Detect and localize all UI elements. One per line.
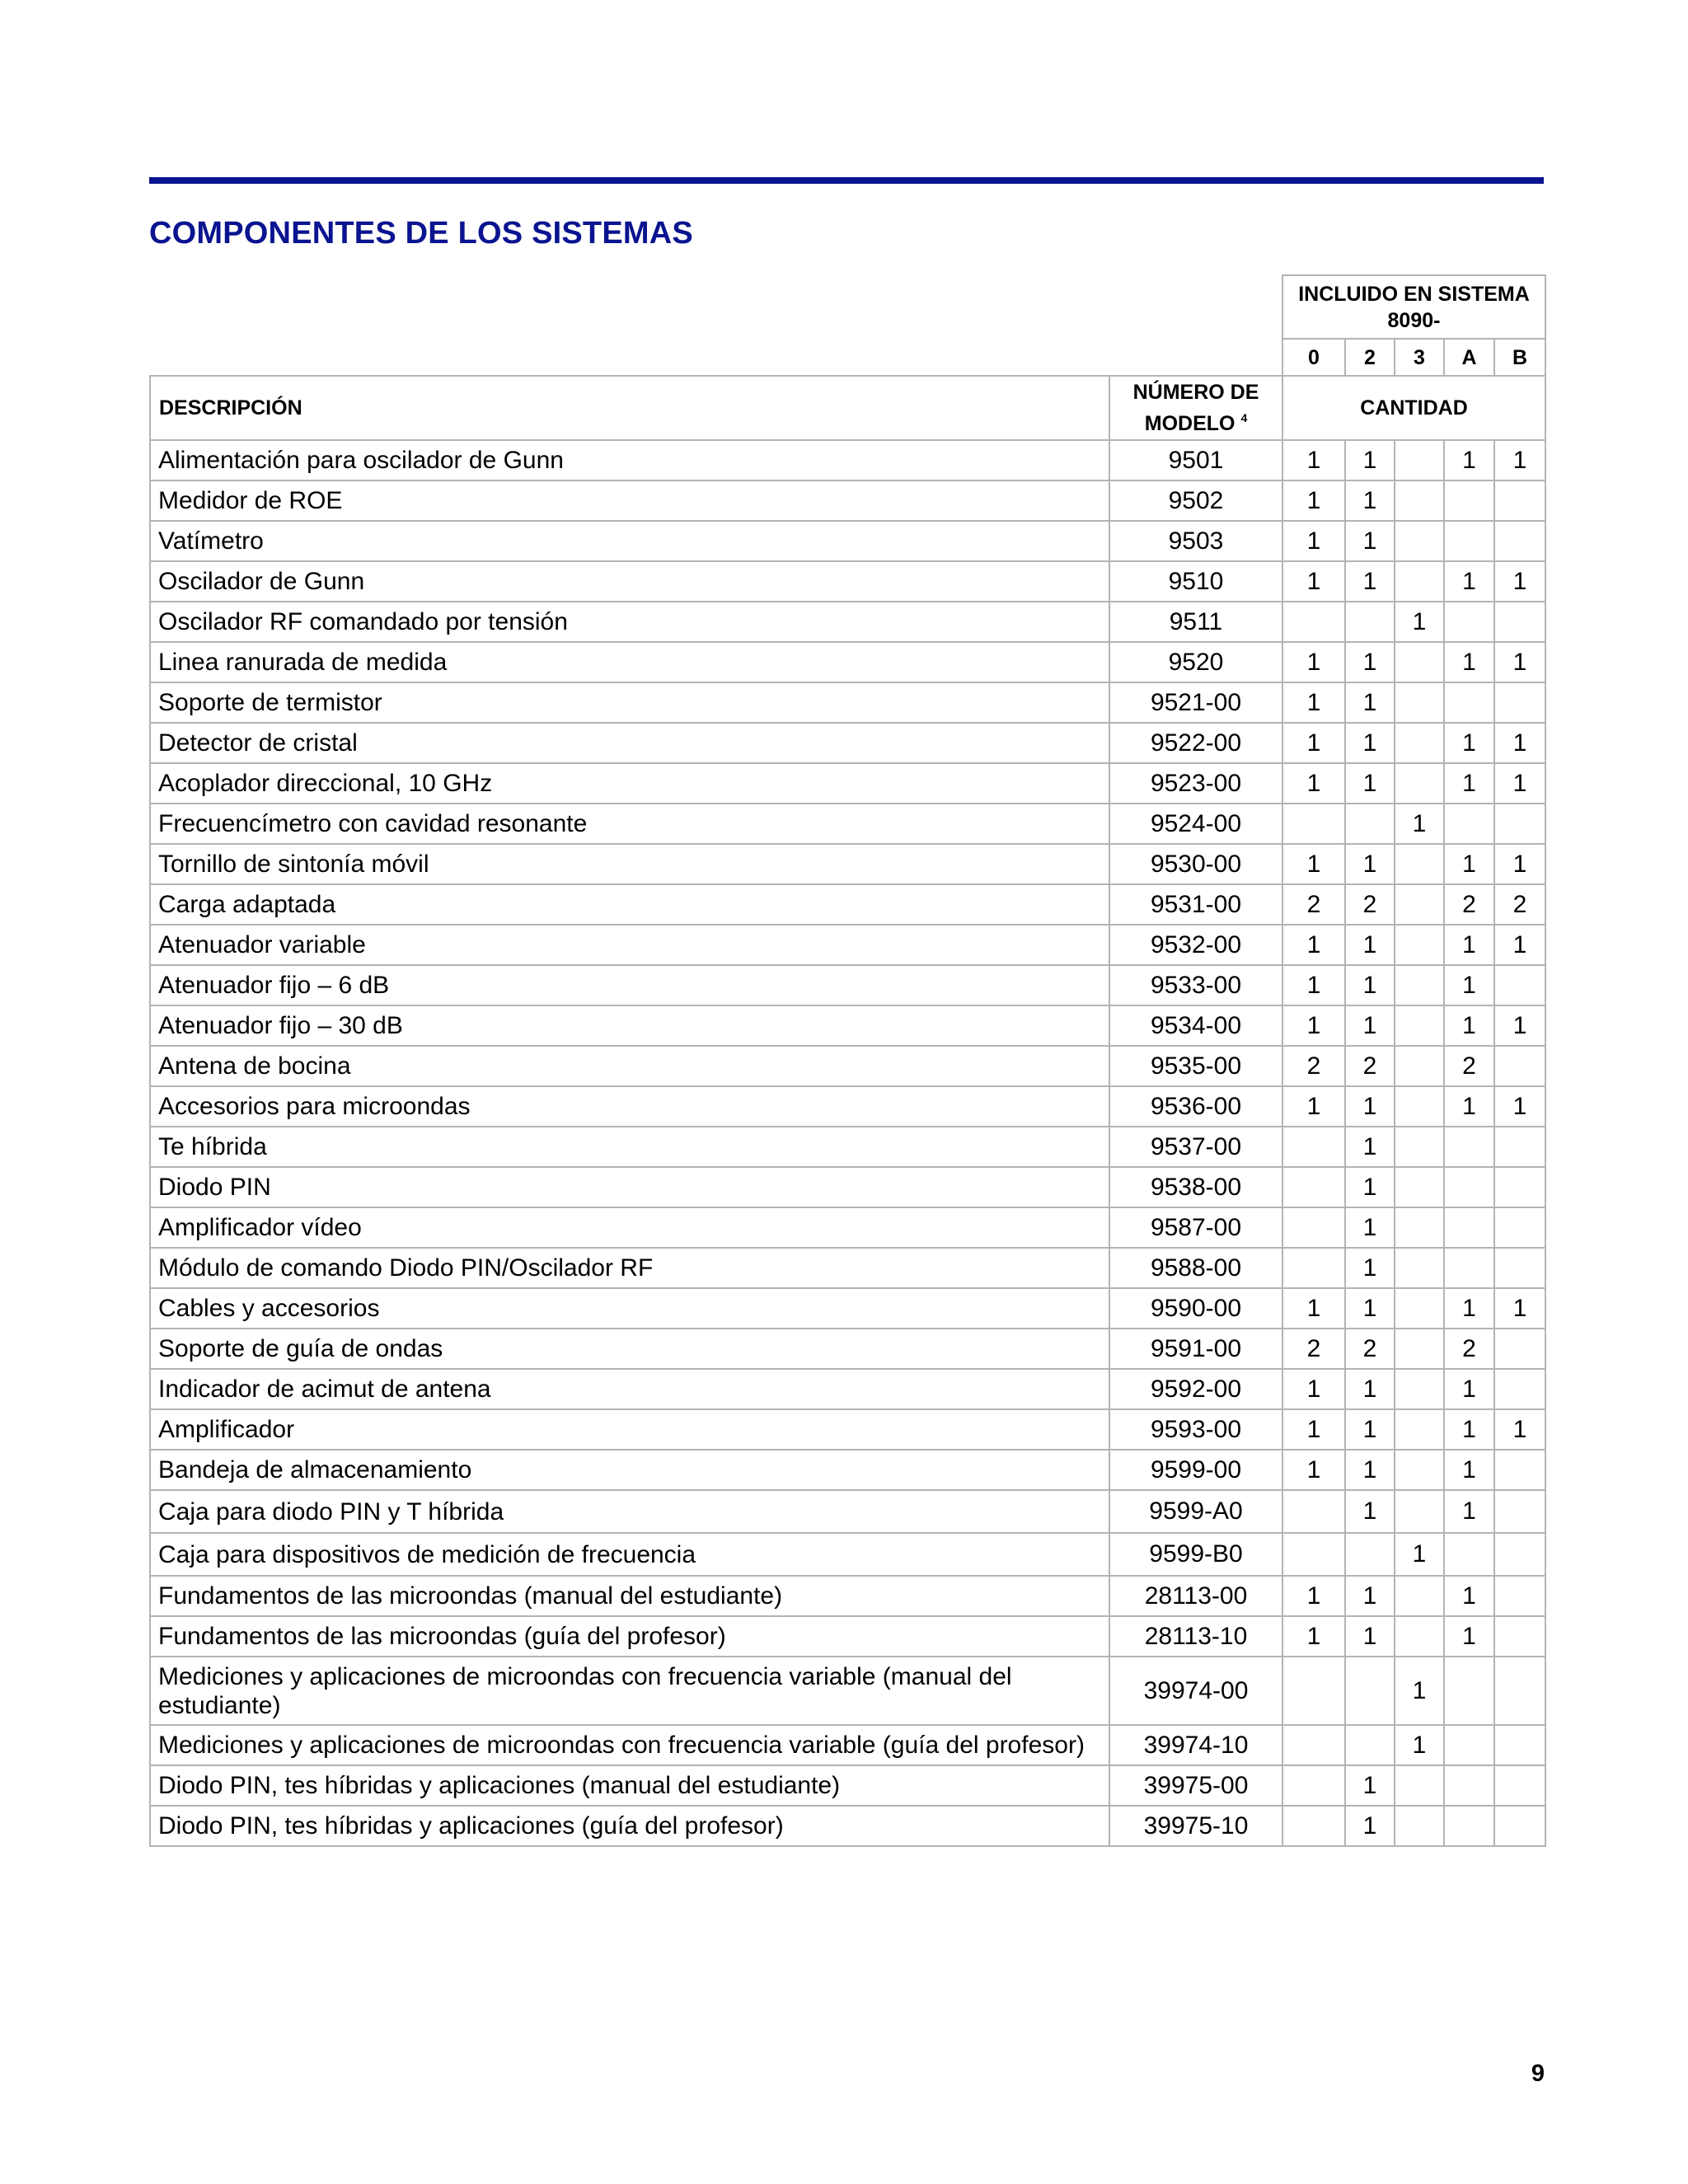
row-description: Carga adaptada <box>150 884 1109 925</box>
row-model-number: 39974-00 <box>1109 1657 1282 1725</box>
quantity-cell-3 <box>1395 1288 1444 1329</box>
table-row <box>150 804 1545 844</box>
quantity-cell-a <box>1444 1765 1494 1806</box>
row-model-number: 9599-A0 <box>1109 1490 1282 1533</box>
row-model-number: 9501 <box>1109 440 1282 480</box>
quantity-cell-2: 1 <box>1345 1806 1395 1846</box>
quantity-cell-3 <box>1395 925 1444 965</box>
quantity-cell-2: 1 <box>1345 642 1395 682</box>
quantity-cell-2: 1 <box>1345 1450 1395 1490</box>
table-row <box>150 844 1545 884</box>
quantity-cell-2: 1 <box>1345 1207 1395 1248</box>
quantity-cell-2: 1 <box>1345 1288 1395 1329</box>
table-row <box>150 602 1545 642</box>
quantity-cell-3 <box>1395 1806 1444 1846</box>
table-row <box>150 1657 1545 1725</box>
row-description: Bandeja de almacenamiento <box>150 1450 1109 1490</box>
quantity-cell-0: 1 <box>1282 561 1345 602</box>
table-row <box>150 1533 1545 1576</box>
table-row <box>150 925 1545 965</box>
quantity-cell-0 <box>1282 1657 1345 1725</box>
quantity-cell-3: 1 <box>1395 1657 1444 1725</box>
row-model-number: 9592-00 <box>1109 1369 1282 1409</box>
row-description: Soporte de termistor <box>150 682 1109 723</box>
quantity-cell-3 <box>1395 1127 1444 1167</box>
quantity-cell-2: 1 <box>1345 1005 1395 1046</box>
table-row <box>150 642 1545 682</box>
quantity-cell-0 <box>1282 1765 1345 1806</box>
row-description: Atenuador fijo – 6 dB <box>150 965 1109 1005</box>
quantity-cell-2 <box>1345 1657 1395 1725</box>
row-description: Diodo PIN, tes híbridas y aplicaciones (guía del profesor) <box>150 1806 1109 1846</box>
quantity-cell-a <box>1444 1657 1494 1725</box>
quantity-cell-0: 1 <box>1282 642 1345 682</box>
quantity-cell-b <box>1494 1450 1545 1490</box>
quantity-cell-a: 1 <box>1444 723 1494 763</box>
quantity-cell-2: 1 <box>1345 1576 1395 1616</box>
row-model-number: 9590-00 <box>1109 1288 1282 1329</box>
row-model-number: 9593-00 <box>1109 1409 1282 1450</box>
quantity-cell-2: 1 <box>1345 561 1395 602</box>
quantity-cell-b: 1 <box>1494 925 1545 965</box>
table-row <box>150 1046 1545 1086</box>
quantity-cell-a: 2 <box>1444 1046 1494 1086</box>
quantity-cell-3 <box>1395 1046 1444 1086</box>
row-model-number: 9537-00 <box>1109 1127 1282 1167</box>
table-row <box>150 480 1545 521</box>
row-model-number: 9503 <box>1109 521 1282 561</box>
quantity-cell-2: 1 <box>1345 1086 1395 1127</box>
row-description: Mediciones y aplicaciones de microondas con frecuencia variable (manual del estudiante) <box>150 1657 1109 1725</box>
quantity-cell-a: 1 <box>1444 1005 1494 1046</box>
row-model-number: 9536-00 <box>1109 1086 1282 1127</box>
row-model-number: 9599-B0 <box>1109 1533 1282 1576</box>
quantity-cell-a <box>1444 1127 1494 1167</box>
quantity-cell-a <box>1444 804 1494 844</box>
quantity-cell-b <box>1494 1207 1545 1248</box>
table-row <box>150 1806 1545 1846</box>
row-description: Mediciones y aplicaciones de microondas con frecuencia variable (guía del profesor) <box>150 1725 1109 1765</box>
row-description: Atenuador variable <box>150 925 1109 965</box>
row-model-number: 9587-00 <box>1109 1207 1282 1248</box>
row-description: Módulo de comando Diodo PIN/Oscilador RF <box>150 1248 1109 1288</box>
quantity-cell-3 <box>1395 1616 1444 1657</box>
table-row <box>150 440 1545 480</box>
row-description: Fundamentos de las microondas (manual del estudiante) <box>150 1576 1109 1616</box>
quantity-cell-3 <box>1395 682 1444 723</box>
model-header-footnote: 4 <box>1240 410 1248 424</box>
table-row <box>150 682 1545 723</box>
table-row <box>150 1576 1545 1616</box>
quantity-cell-b: 2 <box>1494 884 1545 925</box>
row-description: Diodo PIN, tes híbridas y aplicaciones (manual del estudiante) <box>150 1765 1109 1806</box>
row-description: Linea ranurada de medida <box>150 642 1109 682</box>
quantity-cell-0: 1 <box>1282 1576 1345 1616</box>
model-header-line1: NÚMERO DE <box>1132 380 1259 404</box>
quantity-cell-0: 1 <box>1282 1369 1345 1409</box>
quantity-cell-b <box>1494 1167 1545 1207</box>
row-description: Amplificador <box>150 1409 1109 1450</box>
table-row <box>150 1369 1545 1409</box>
quantity-cell-3 <box>1395 965 1444 1005</box>
quantity-cell-3 <box>1395 844 1444 884</box>
quantity-cell-a: 2 <box>1444 884 1494 925</box>
quantity-cell-b: 1 <box>1494 561 1545 602</box>
quantity-cell-0 <box>1282 1207 1345 1248</box>
quantity-cell-b <box>1494 521 1545 561</box>
row-model-number: 9538-00 <box>1109 1167 1282 1207</box>
row-description: Cables y accesorios <box>150 1288 1109 1329</box>
row-model-number: 28113-00 <box>1109 1576 1282 1616</box>
row-model-number: 9524-00 <box>1109 804 1282 844</box>
quantity-cell-0 <box>1282 1127 1345 1167</box>
quantity-cell-0: 1 <box>1282 965 1345 1005</box>
row-description: Detector de cristal <box>150 723 1109 763</box>
quantity-cell-3 <box>1395 1409 1444 1450</box>
quantity-cell-2: 1 <box>1345 1616 1395 1657</box>
row-model-number: 39975-10 <box>1109 1806 1282 1846</box>
quantity-cell-3 <box>1395 1207 1444 1248</box>
quantity-cell-b <box>1494 1490 1545 1533</box>
quantity-cell-0: 1 <box>1282 1409 1345 1450</box>
quantity-cell-a: 1 <box>1444 1490 1494 1533</box>
row-model-number: 9510 <box>1109 561 1282 602</box>
quantity-cell-a <box>1444 1806 1494 1846</box>
row-description: Fundamentos de las microondas (guía del profesor) <box>150 1616 1109 1657</box>
quantity-cell-0: 1 <box>1282 1450 1345 1490</box>
quantity-cell-0 <box>1282 1167 1345 1207</box>
quantity-cell-a <box>1444 602 1494 642</box>
quantity-cell-a <box>1444 1167 1494 1207</box>
model-header <box>1109 376 1282 440</box>
quantity-cell-2 <box>1345 1533 1395 1576</box>
row-model-number: 9522-00 <box>1109 723 1282 763</box>
row-model-number: 9523-00 <box>1109 763 1282 804</box>
quantity-cell-3 <box>1395 480 1444 521</box>
quantity-cell-b <box>1494 1765 1545 1806</box>
quantity-cell-0 <box>1282 602 1345 642</box>
row-model-number: 9530-00 <box>1109 844 1282 884</box>
system-header-line1: INCLUIDO EN SISTEMA <box>1298 282 1530 306</box>
quantity-cell-2: 1 <box>1345 682 1395 723</box>
components-table <box>149 274 1546 1847</box>
quantity-cell-a: 1 <box>1444 1409 1494 1450</box>
table-row <box>150 1765 1545 1806</box>
quantity-cell-a: 1 <box>1444 440 1494 480</box>
quantity-cell-2: 1 <box>1345 1167 1395 1207</box>
quantity-cell-b: 1 <box>1494 844 1545 884</box>
row-model-number: 28113-10 <box>1109 1616 1282 1657</box>
table-row <box>150 521 1545 561</box>
row-model-number: 9520 <box>1109 642 1282 682</box>
quantity-cell-a <box>1444 1725 1494 1765</box>
quantity-cell-a: 1 <box>1444 561 1494 602</box>
quantity-cell-b <box>1494 1046 1545 1086</box>
table-row <box>150 561 1545 602</box>
quantity-cell-a: 1 <box>1444 844 1494 884</box>
quantity-cell-b <box>1494 682 1545 723</box>
row-description: Soporte de guía de ondas <box>150 1329 1109 1369</box>
quantity-cell-b <box>1494 480 1545 521</box>
quantity-cell-3: 1 <box>1395 602 1444 642</box>
quantity-cell-0: 2 <box>1282 884 1345 925</box>
quantity-cell-b <box>1494 1806 1545 1846</box>
quantity-cell-3 <box>1395 642 1444 682</box>
row-model-number: 9534-00 <box>1109 1005 1282 1046</box>
table-row <box>150 763 1545 804</box>
quantity-cell-0 <box>1282 1490 1345 1533</box>
quantity-cell-a: 1 <box>1444 1450 1494 1490</box>
row-description: Alimentación para oscilador de Gunn <box>150 440 1109 480</box>
quantity-cell-2: 2 <box>1345 884 1395 925</box>
quantity-cell-3 <box>1395 1005 1444 1046</box>
quantity-cell-b: 1 <box>1494 763 1545 804</box>
quantity-cell-2: 1 <box>1345 925 1395 965</box>
row-description: Antena de bocina <box>150 1046 1109 1086</box>
quantity-cell-b <box>1494 1576 1545 1616</box>
quantity-cell-3 <box>1395 1369 1444 1409</box>
quantity-cell-b: 1 <box>1494 1288 1545 1329</box>
quantity-cell-3 <box>1395 1576 1444 1616</box>
quantity-cell-a <box>1444 480 1494 521</box>
row-description: Oscilador de Gunn <box>150 561 1109 602</box>
quantity-cell-a: 1 <box>1444 763 1494 804</box>
quantity-cell-b <box>1494 1369 1545 1409</box>
row-description: Caja para dispositivos de medición de frecuencia <box>150 1533 1109 1576</box>
table-row <box>150 1207 1545 1248</box>
row-description: Te híbrida <box>150 1127 1109 1167</box>
quantity-cell-2: 1 <box>1345 1369 1395 1409</box>
table-row <box>150 1086 1545 1127</box>
table-row <box>150 1616 1545 1657</box>
quantity-cell-0: 1 <box>1282 1616 1345 1657</box>
row-model-number: 9533-00 <box>1109 965 1282 1005</box>
quantity-cell-a <box>1444 1533 1494 1576</box>
row-model-number: 39974-10 <box>1109 1725 1282 1765</box>
quantity-cell-3 <box>1395 1167 1444 1207</box>
quantity-cell-2: 1 <box>1345 480 1395 521</box>
quantity-cell-b <box>1494 1616 1545 1657</box>
quantity-cell-a: 1 <box>1444 1616 1494 1657</box>
quantity-cell-0: 1 <box>1282 480 1345 521</box>
quantity-cell-3: 1 <box>1395 804 1444 844</box>
quantity-cell-2: 1 <box>1345 723 1395 763</box>
quantity-cell-2: 2 <box>1345 1329 1395 1369</box>
row-description: Amplificador vídeo <box>150 1207 1109 1248</box>
quantity-cell-3 <box>1395 1086 1444 1127</box>
quantity-cell-3 <box>1395 561 1444 602</box>
quantity-cell-a <box>1444 521 1494 561</box>
quantity-cell-2: 1 <box>1345 965 1395 1005</box>
row-description: Diodo PIN <box>150 1167 1109 1207</box>
quantity-cell-b <box>1494 1533 1545 1576</box>
quantity-cell-2 <box>1345 804 1395 844</box>
row-model-number: 9502 <box>1109 480 1282 521</box>
row-description: Medidor de ROE <box>150 480 1109 521</box>
table-row <box>150 1288 1545 1329</box>
quantity-cell-0: 1 <box>1282 1005 1345 1046</box>
quantity-cell-0: 1 <box>1282 1086 1345 1127</box>
row-description: Indicador de acimut de antena <box>150 1369 1109 1409</box>
table-row <box>150 1127 1545 1167</box>
quantity-cell-b: 1 <box>1494 723 1545 763</box>
quantity-header: CANTIDAD <box>1282 376 1545 440</box>
quantity-cell-0: 1 <box>1282 682 1345 723</box>
quantity-cell-0: 1 <box>1282 1288 1345 1329</box>
quantity-cell-b: 1 <box>1494 1409 1545 1450</box>
header-blank <box>150 275 1282 376</box>
quantity-cell-b: 1 <box>1494 642 1545 682</box>
system-col-a: A <box>1444 339 1494 376</box>
table-row <box>150 1167 1545 1207</box>
quantity-cell-0: 1 <box>1282 723 1345 763</box>
system-header <box>1282 275 1545 339</box>
row-description: Tornillo de sintonía móvil <box>150 844 1109 884</box>
quantity-cell-3 <box>1395 763 1444 804</box>
quantity-cell-3 <box>1395 1248 1444 1288</box>
quantity-cell-2: 1 <box>1345 763 1395 804</box>
quantity-cell-0 <box>1282 1725 1345 1765</box>
quantity-cell-3 <box>1395 1450 1444 1490</box>
table-row <box>150 1005 1545 1046</box>
row-description: Vatímetro <box>150 521 1109 561</box>
quantity-cell-3 <box>1395 1490 1444 1533</box>
quantity-cell-b <box>1494 602 1545 642</box>
quantity-cell-2 <box>1345 1725 1395 1765</box>
quantity-cell-2: 1 <box>1345 1409 1395 1450</box>
quantity-cell-a <box>1444 682 1494 723</box>
quantity-cell-a: 1 <box>1444 925 1494 965</box>
quantity-cell-2: 1 <box>1345 440 1395 480</box>
quantity-cell-3 <box>1395 884 1444 925</box>
quantity-cell-b <box>1494 1657 1545 1725</box>
quantity-cell-a: 1 <box>1444 1576 1494 1616</box>
quantity-cell-3 <box>1395 1329 1444 1369</box>
quantity-cell-0: 1 <box>1282 440 1345 480</box>
quantity-cell-0 <box>1282 804 1345 844</box>
quantity-cell-2: 1 <box>1345 844 1395 884</box>
quantity-cell-3 <box>1395 521 1444 561</box>
quantity-cell-0: 1 <box>1282 925 1345 965</box>
quantity-cell-0: 1 <box>1282 521 1345 561</box>
row-description: Acoplador direccional, 10 GHz <box>150 763 1109 804</box>
quantity-cell-b: 1 <box>1494 1005 1545 1046</box>
row-description: Caja para diodo PIN y T híbrida <box>150 1490 1109 1533</box>
row-description: Frecuencímetro con cavidad resonante <box>150 804 1109 844</box>
row-model-number: 9532-00 <box>1109 925 1282 965</box>
quantity-cell-2: 1 <box>1345 1765 1395 1806</box>
table-row <box>150 723 1545 763</box>
quantity-cell-a: 1 <box>1444 1369 1494 1409</box>
page-number: 9 <box>1531 2060 1545 2087</box>
system-col-b: B <box>1494 339 1545 376</box>
quantity-cell-2: 1 <box>1345 521 1395 561</box>
quantity-cell-b <box>1494 1329 1545 1369</box>
quantity-cell-2: 1 <box>1345 1248 1395 1288</box>
row-description: Atenuador fijo – 30 dB <box>150 1005 1109 1046</box>
row-model-number: 9531-00 <box>1109 884 1282 925</box>
quantity-cell-3 <box>1395 723 1444 763</box>
quantity-cell-a: 1 <box>1444 1086 1494 1127</box>
row-model-number: 9588-00 <box>1109 1248 1282 1288</box>
system-col-3: 3 <box>1395 339 1444 376</box>
quantity-cell-b <box>1494 804 1545 844</box>
table-row <box>150 1409 1545 1450</box>
row-model-number: 9535-00 <box>1109 1046 1282 1086</box>
system-col-0: 0 <box>1282 339 1345 376</box>
table-row <box>150 1248 1545 1288</box>
row-model-number: 9591-00 <box>1109 1329 1282 1369</box>
table-row <box>150 1329 1545 1369</box>
table-row <box>150 1490 1545 1533</box>
row-description: Accesorios para microondas <box>150 1086 1109 1127</box>
table-row <box>150 1725 1545 1765</box>
quantity-cell-0 <box>1282 1806 1345 1846</box>
quantity-cell-0: 2 <box>1282 1046 1345 1086</box>
page-title: COMPONENTES DE LOS SISTEMAS <box>149 216 693 251</box>
quantity-cell-2: 2 <box>1345 1046 1395 1086</box>
row-model-number: 9521-00 <box>1109 682 1282 723</box>
quantity-cell-3 <box>1395 440 1444 480</box>
quantity-cell-a: 1 <box>1444 965 1494 1005</box>
description-header: DESCRIPCIÓN <box>150 376 1109 440</box>
quantity-cell-a <box>1444 1248 1494 1288</box>
quantity-cell-0 <box>1282 1533 1345 1576</box>
quantity-cell-3: 1 <box>1395 1725 1444 1765</box>
quantity-cell-2: 1 <box>1345 1127 1395 1167</box>
quantity-cell-0 <box>1282 1248 1345 1288</box>
quantity-cell-3: 1 <box>1395 1533 1444 1576</box>
quantity-cell-3 <box>1395 1765 1444 1806</box>
quantity-cell-b <box>1494 1725 1545 1765</box>
quantity-cell-a: 2 <box>1444 1329 1494 1369</box>
quantity-cell-b: 1 <box>1494 1086 1545 1127</box>
quantity-cell-2 <box>1345 602 1395 642</box>
quantity-cell-0: 1 <box>1282 763 1345 804</box>
quantity-cell-a: 1 <box>1444 642 1494 682</box>
table-row <box>150 965 1545 1005</box>
quantity-cell-a: 1 <box>1444 1288 1494 1329</box>
row-model-number: 9511 <box>1109 602 1282 642</box>
system-header-line2: 8090- <box>1387 308 1441 332</box>
quantity-cell-b <box>1494 1127 1545 1167</box>
model-header-line2: MODELO <box>1144 411 1236 435</box>
row-model-number: 9599-00 <box>1109 1450 1282 1490</box>
quantity-cell-0: 1 <box>1282 844 1345 884</box>
table-row <box>150 1450 1545 1490</box>
quantity-cell-a <box>1444 1207 1494 1248</box>
top-rule <box>149 177 1544 184</box>
quantity-cell-b: 1 <box>1494 440 1545 480</box>
system-col-2: 2 <box>1345 339 1395 376</box>
quantity-cell-b <box>1494 965 1545 1005</box>
quantity-cell-0: 2 <box>1282 1329 1345 1369</box>
row-description: Oscilador RF comandado por tensión <box>150 602 1109 642</box>
table-row <box>150 884 1545 925</box>
quantity-cell-2: 1 <box>1345 1490 1395 1533</box>
row-model-number: 39975-00 <box>1109 1765 1282 1806</box>
quantity-cell-b <box>1494 1248 1545 1288</box>
